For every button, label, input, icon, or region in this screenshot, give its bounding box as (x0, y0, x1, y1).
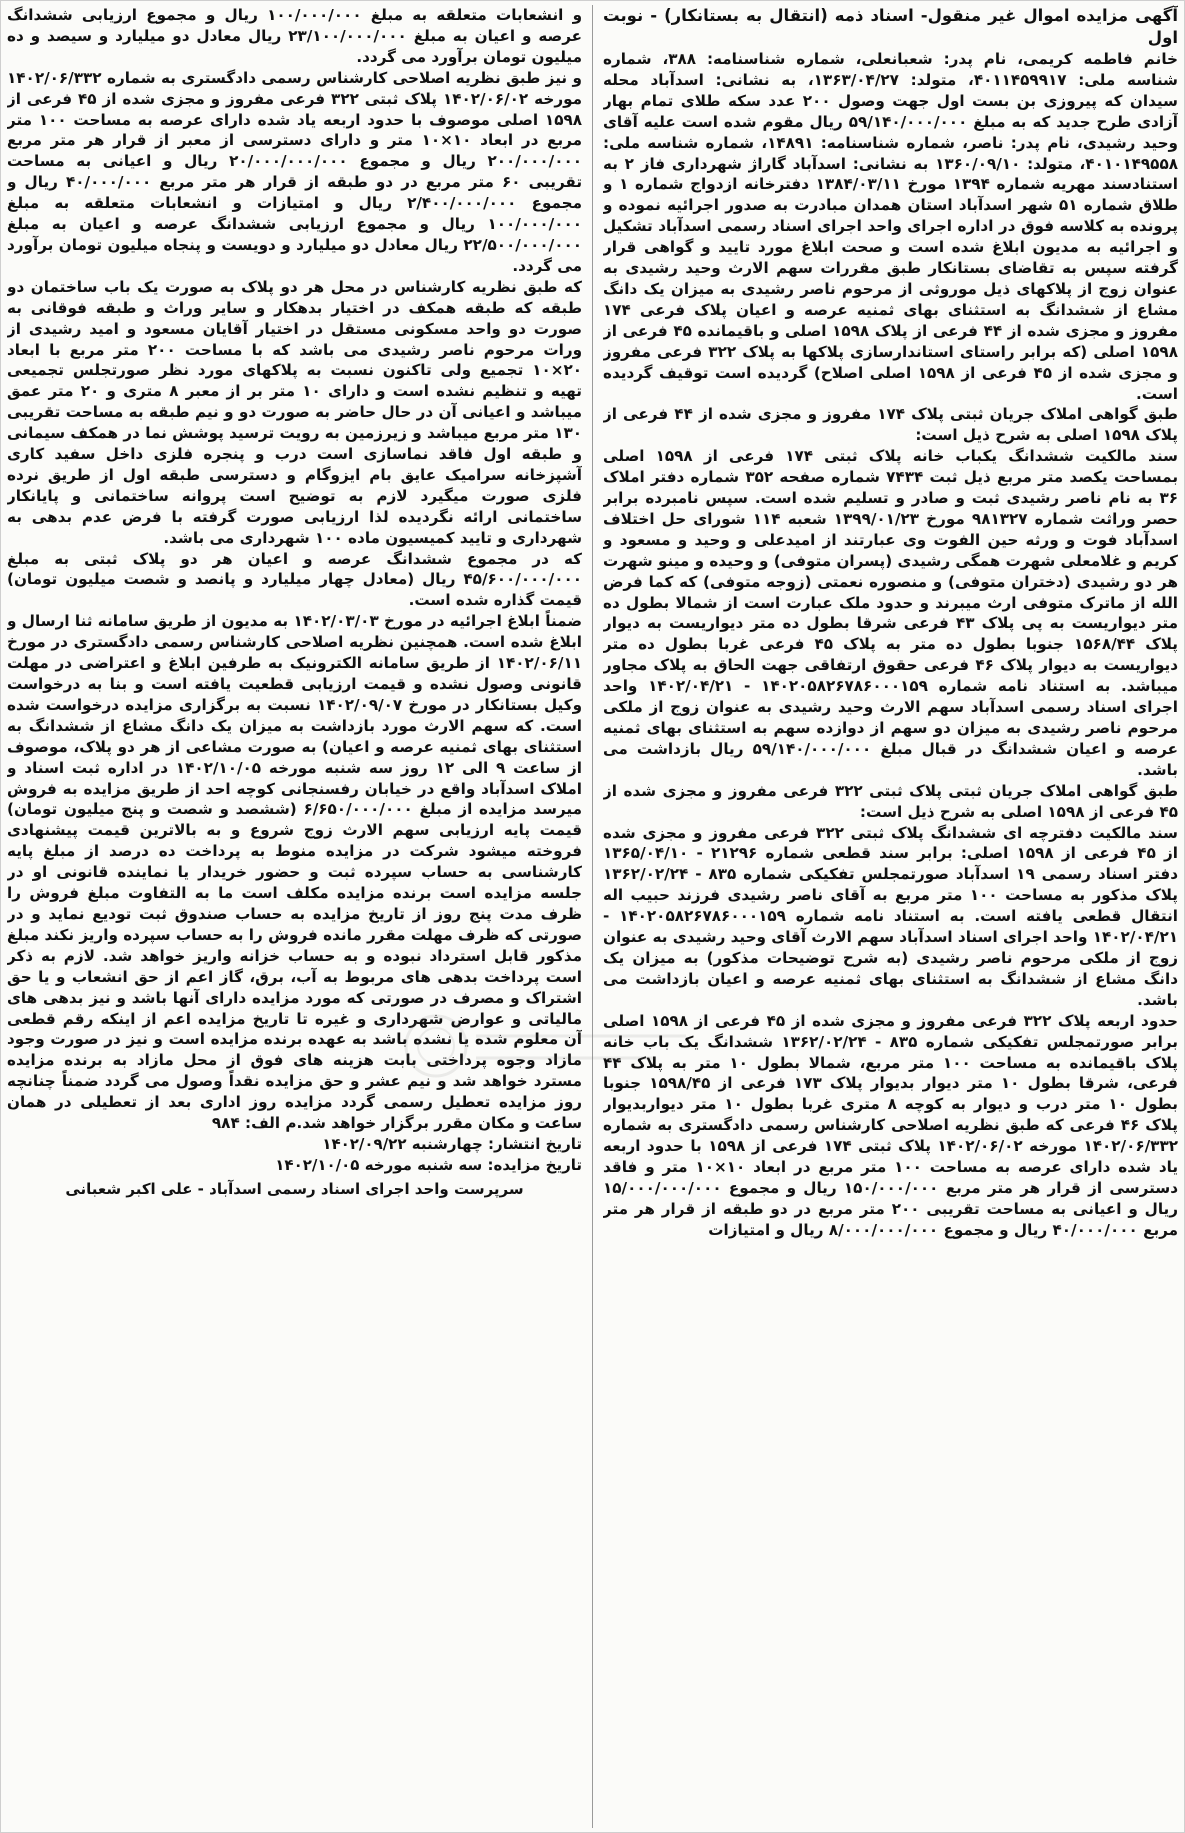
right-paragraph: سند مالکیت ششدانگ یکباب خانه پلاک ثبتی ۱۷۴ فرعی از ۱۵۹۸ اصلی بمساحت یکصد متر مربع ذیل ثبت ۷۴۳۴ شماره صفحه ۳۵۲ شماره دفتر املاک ۳۶ به نام ناصر رشیدی ثبت و صادر و تسلیم شده است. سپس نامبرده برابر حصر وراثت شماره ۹۸۱۳۲۷ مورخ ۱۳۹۹/۰۱/۲۳ شعبه ۱۱۴ شورای حل اختلاف اسدآباد فوت و ورثه حین الفوت وی عبارتند از امیدعلی و وحید و مسعود و کریم و غلامعلی شهرت همگی رشیدی (پسران متوفی) و وحیده و مینو شهرت هر دو رشیدی (دختران متوفی) و منصوره نعمتی (زوجه متوفی) که کما فرض الله از ماترک متوفی ارث میبرند و حدود ملک عبارت است از شمالا بطول ده متر دیواریست به پی پلاک ۴۳ فرعی شرقا بطول ده متر دیواریست به دیوار پلاک ۱۵۶۸/۴۴ جنوبا بطول ده متر به پلاک ۴۵ فرعی غربا بطول ده متر دیواریست به دیوار پلاک ۴۶ فرعی حقوق ارتفاقی جهت الحاق به پلاک مجاور میباشد. به استناد نامه شماره ۱۴۰۲۰۵۸۲۶۷۸۶۰۰۰۱۵۹ - ۱۴۰۲/۰۴/۲۱ واحد اجرای اسناد رسمی اسدآباد سهم الارث وحید رشیدی به عنوان زوج از ملکی مرحوم ناصر رشیدی به میزان دو سهم از دوازده سهم به استثنای بهای ثمنیه عرصه و اعیان ششدانگ در قبال مبلغ ۵۹/۱۴۰/۰۰۰/۰۰۰ ریال بازداشت می باشد. (603, 447, 1178, 779)
right-paragraph: طبق گواهی املاک جریان ثبتی پلاک ثبتی ۳۲۲ فرعی مفروز و مجزی شده از ۴۵ فرعی از ۱۵۹۸ اصلی به شرح ذیل است: (603, 781, 1178, 821)
left-paragraph: ضمناً ابلاغ اجرائیه در مورخ ۱۴۰۲/۰۳/۰۳ به مدیون از طریق سامانه ثنا ارسال و ابلاغ شده است. همچنین نظریه اصلاحی کارشناس رسمی دادگستری در مورخ ۱۴۰۲/۰۶/۱۱ از طریق سامانه الکترونیک به طرفین ابلاغ و اعتراضی در مهلت قانونی وصول نشده و قیمت ارزیابی قطعیت یافته است و بنا به درخواست وکیل بستانکار در مورخ ۱۴۰۲/۰۹/۰۷ نسبت به برگزاری مزایده درخواست شده است. که سهم الارث مورد بازداشت به میزان یک دانگ مشاع از ششدانگ به استثنای بهای ثمنیه عرصه و اعیان) به صورت مشاعی از هر دو پلاک، موصوف از ساعت ۹ الی ۱۲ روز سه شنبه مورخه ۱۴۰۲/۱۰/۰۵ در اداره ثبت اسناد و املاک اسدآباد واقع در خیابان رفسنجانی کوچه احد از طریق مزایده به فروش میرسد مزایده از مبلغ ۶/۶۵۰/۰۰۰/۰۰۰ (ششصد و شصت و پنج میلیون تومان) قیمت پایه ارزیابی سهم الارث زوج شروع و به بالاترین قیمت پیشنهادی فروخته میشود شرکت در مزایده منوط به پرداخت ده درصد از مبلغ پایه کارشناسی به حساب سپرده ثبت و حضور خریدار یا نماینده قانونی او در جلسه مزایده است برنده مزایده مکلف است ما به التفاوت مبلغ فروش را ظرف مدت پنج روز از تاریخ مزایده به حساب صندوق ثبت تودیع نماید و در صورتی که ظرف مهلت مقرر مانده فروش را به حساب سپرده واریز نکند مبلغ مذکور قابل استرداد نبوده و به حساب خزانه واریز خواهد شد. لازم به ذکر است پرداخت بدهی های مربوط به آب، برق، گاز اعم از حق انشعاب و یا حق اشتراک و مصرف در صورتی که مورد مزایده دارای آنها باشد و نیز بدهی های مالیاتی و عوارض شهرداری و غیره تا تاریخ مزایده اعم از اینکه رقم قطعی آن معلوم شده یا نشده باشد به عهده برنده مزایده است و نیز در صورت وجود مازاد وجوه پرداختی بابت هزینه های فوق از محل مازاد به برنده مزایده مسترد خواهد شد و نیم عشر و حق مزایده نقداً وصول می گردد ضمناً چنانچه روز مزایده تعطیل رسمی گردد مزایده روز اداری بعد از تعطیلی در همان ساعت و مکان مقرر برگزار خواهد شد.م الف: ۹۸۴ (7, 612, 583, 1133)
notice-columns (7, 5, 1178, 1828)
right-column (603, 5, 1178, 1828)
publish-date: تاریخ انتشار: چهارشنبه ۱۴۰۲/۰۹/۲۲ (322, 1134, 583, 1153)
right-paragraph: طبق گواهی املاک جریان ثبتی پلاک ۱۷۴ مفروز و مجزی شده از ۴۴ فرعی از پلاک ۱۵۹۸ اصلی به شرح ذیل است: (603, 405, 1178, 445)
left-paragraph: و نیز طبق نظریه اصلاحی کارشناس رسمی دادگستری به شماره ۱۴۰۲/۰۶/۳۳۲ مورخه ۱۴۰۲/۰۶/۰۲ پلاک ثبتی ۳۲۲ فرعی مفروز و مجزی شده از ۴۵ فرعی از ۱۵۹۸ اصلی موصوف با حدود اربعه یاد شده دارای عرصه به مساحت ۱۰۰ متر مربع در ابعاد ۱۰×۱۰ متر و دارای دسترسی از معبر از قرار هر متر مربع ۲۰۰/۰۰۰/۰۰۰ ریال و مجموع ۲۰/۰۰۰/۰۰۰/۰۰۰ ریال و اعیانی به مساحت تقریبی ۶۰ متر مربع در دو طبقه از قرار هر متر مربع ۴۰/۰۰۰/۰۰۰ ریال و مجموع ۲/۴۰۰/۰۰۰/۰۰۰ ریال و امتیازات و انشعابات متعلقه به مبلغ ۱۰۰/۰۰۰/۰۰۰ ریال و مجموع ارزیابی ششدانگ عرصه و اعیان به مبلغ ۲۲/۵۰۰/۰۰۰/۰۰۰ ریال معادل دو میلیارد و دویست و پنجاه میلیون تومان برآورد می گردد. (7, 68, 583, 275)
left-paragraph: که در مجموع ششدانگ عرصه و اعیان هر دو پلاک ثبتی به مبلغ ۴۵/۶۰۰/۰۰۰/۰۰۰ ریال (معادل چهار میلیارد و پانصد و شصت میلیون تومان) قیمت گذاره شده است. (7, 549, 583, 610)
left-column (7, 5, 582, 1828)
left-paragraph: و انشعابات متعلقه به مبلغ ۱۰۰/۰۰۰/۰۰۰ ریال و مجموع ارزیابی ششدانگ عرصه و اعیان به مبلغ ۲۳/۱۰۰/۰۰۰/۰۰۰ ریال معادل دو میلیارد و سیصد و ده میلیون تومان برآورد می گردد. (7, 6, 583, 66)
auction-date: تاریخ مزایده: سه شنبه مورخه ۱۴۰۲/۱۰/۰۵ (275, 1155, 583, 1174)
notice-title: آگهی مزایده اموال غیر منقول- اسناد ذمه (انتقال به بستانکار) - نوبت اول (603, 6, 1178, 47)
signature-line: سرپرست واحد اجرای اسناد رسمی اسدآباد - علی اکبر شعبانی (65, 1179, 524, 1198)
right-paragraph: خانم فاطمه کریمی، نام پدر: شعبانعلی، شماره شناسنامه: ۳۸۸، شماره شناسه ملی: ۴۰۱۱۴۵۹۹۱۷، متولد: ۱۳۶۳/۰۴/۲۷، به نشانی: اسدآباد محله سیدان که پیروزی بن بست اول جهت وصول ۲۰۰ عدد سکه طلای تمام بهار آزادی طرح جدید که به مبلغ ۵۹/۱۴۰/۰۰۰/۰۰۰ ریال مقوم شده است علیه آقای وحید رشیدی، نام پدر: ناصر، شماره شناسنامه: ۱۴۸۹۱، شماره شناسه ملی: ۴۰۱۰۱۴۹۵۵۸، متولد: ۱۳۶۰/۰۹/۱۰ به نشانی: اسدآباد گاراژ شهرداری فاز ۲ به استنادسند مهریه شماره ۱۳۹۴ مورخ ۱۳۸۴/۰۳/۱۱ دفترخانه ازدواج شماره ۱ و طلاق شماره ۵۱ شهر اسدآباد استان همدان مبادرت به صدور اجرائیه نموده و پرونده به کلاسه فوق در اداره اجرای واحد اجرای اسناد رسمی اسدآباد تشکیل و اجرائیه به مدیون ابلاغ شده است و صحت ابلاغ مورد تایید و گواهی قرار گرفته سپس به تقاضای بستانکار طبق مقررات سهم الارث وحید رشیدی به عنوان زوج از پلاکهای ذیل موروثی از مرحوم ناصر رشیدی به میزان یک دانگ مشاع از ششدانگ به استثنای بهای ثمنیه عرصه و اعیان پلاک فرعی ۱۷۴ مفروز و مجزی شده از ۴۴ فرعی از پلاک ۱۵۹۸ اصلی و باقیمانده ۴۵ فرعی از ۱۵۹۸ اصلی (که برابر راستای استاندارسازی پلاکها به پلاک ۳۲۲ فرعی مفروز و مجزی شده از ۴۵ فرعی از ۱۵۹۸ اصلی اصلاح) گردیده است توقیف گردیده است. (603, 50, 1178, 403)
right-paragraph: حدود اربعه پلاک ۳۲۲ فرعی مفروز و مجزی شده از ۴۵ فرعی از ۱۵۹۸ اصلی برابر صورتمجلس تفکیکی شماره ۸۳۵ - ۱۳۶۲/۰۲/۲۴ ششدانگ یک باب خانه پلاک باقیمانده به مساحت ۱۰۰ متر مربع، شمالا بطول ۱۰ متر به پلاک ۴۴ فرعی، شرقا بطول ۱۰ متر دیوار بدیوار پلاک ۱۷۳ فرعی از ۱۵۹۸/۴۵ جنوبا بطول ۱۰ متر درب و دیوار به کوچه ۸ متری غربا بطول ۱۰ متر دیواربدیوار پلاک ۴۶ فرعی که طبق نظریه اصلاحی کارشناس رسمی دادگستری به شماره ۱۴۰۲/۰۶/۳۳۲ مورخه ۱۴۰۲/۰۶/۰۲ پلاک ثبتی ۱۷۴ فرعی از ۱۵۹۸ با حدود اربعه یاد شده دارای عرصه به مساحت ۱۰۰ متر مربع در ابعاد ۱۰×۱۰ متر و فاقد دسترسی از قرار هر متر مربع ۱۵۰/۰۰۰/۰۰۰ ریال و مجموع ۱۵/۰۰۰/۰۰۰/۰۰۰ ریال و اعیانی به مساحت تقریبی ۲۰۰ متر مربع در دو طبقه از قرار هر متر مربع ۴۰/۰۰۰/۰۰۰ ریال و مجموع ۸/۰۰۰/۰۰۰/۰۰۰ ریال و امتیازات (603, 1011, 1178, 1239)
right-paragraph: سند مالکیت دفترچه ای ششدانگ پلاک ثبتی ۳۲۲ فرعی مفروز و مجزی شده از ۴۵ فرعی از ۱۵۹۸ اصلی: برابر سند قطعی شماره ۲۱۲۹۶ - ۱۳۶۵/۰۴/۱۰ دفتر اسناد رسمی ۱۹ اسدآباد صورتمجلس تفکیکی شماره ۸۳۵ - ۱۳۶۲/۰۲/۲۴ پلاک مذکور به مساحت ۱۰۰ متر مربع به آقای ناصر رشیدی فرزند حبیب اله انتقال قطعی یافته است. به استناد نامه شماره ۱۴۰۲۰۵۸۲۶۷۸۶۰۰۰۱۵۹ - ۱۴۰۲/۰۴/۲۱ واحد اجرای اسناد اسدآباد سهم الارث آقای وحید رشیدی به عنوان زوج از ملکی مرحوم ناصر رشیدی (به شرح توضیحات مذکور) به میزان یک دانگ مشاع از ششدانگ به استثنای بهای ثمنیه عرصه و اعیان بازداشت می باشد. (603, 823, 1178, 1009)
column-divider (592, 5, 593, 1828)
left-paragraph: که طبق نظریه کارشناس در محل هر دو پلاک به صورت یک باب ساختمان دو طبقه که طبقه همکف در اختیار بدهکار و سایر وراث و طبقه فوقانی به صورت دو واحد مسکونی مستقل در اختیار آقایان مسعود و امید رشیدی از ورات مرحوم ناصر رشیدی می باشد که با مساحت ۲۰۰ متر مربع با ابعاد ۲۰×۱۰ تجمیع ولی تاکنون نسبت به پلاکهای مورد نظر صورتجلس تجمیعی تهیه و تنظیم نشده است و دارای ۱۰ متر بر از معبر ۸ متری و ۲۰ متر عمق میباشد و اعیانی آن در حال حاضر به صورت دو و نیم طبقه به مساحت تقریبی ۱۳۰ متر مربع میباشد و زیرزمین به رویت ترسید پوشش نما در همکف سیمانی و طبقه اول فاقد نماسازی است درب و پنجره فلزی داخل سفید کاری آشپزخانه سرامیک عایق بام ایزوگام و دسترسی طبقه اول از طریق نرده فلزی صورت میگیرد لازم به توضیح است پروانه ساختمانی و پایانکار ساختمانی ارائه نگردیده لذا ارزیابی صورت گرفته با فرض عدم بدهی به شهرداری و تایید کمیسیون ماده ۱۰۰ شهرداری می باشد. (7, 277, 583, 547)
